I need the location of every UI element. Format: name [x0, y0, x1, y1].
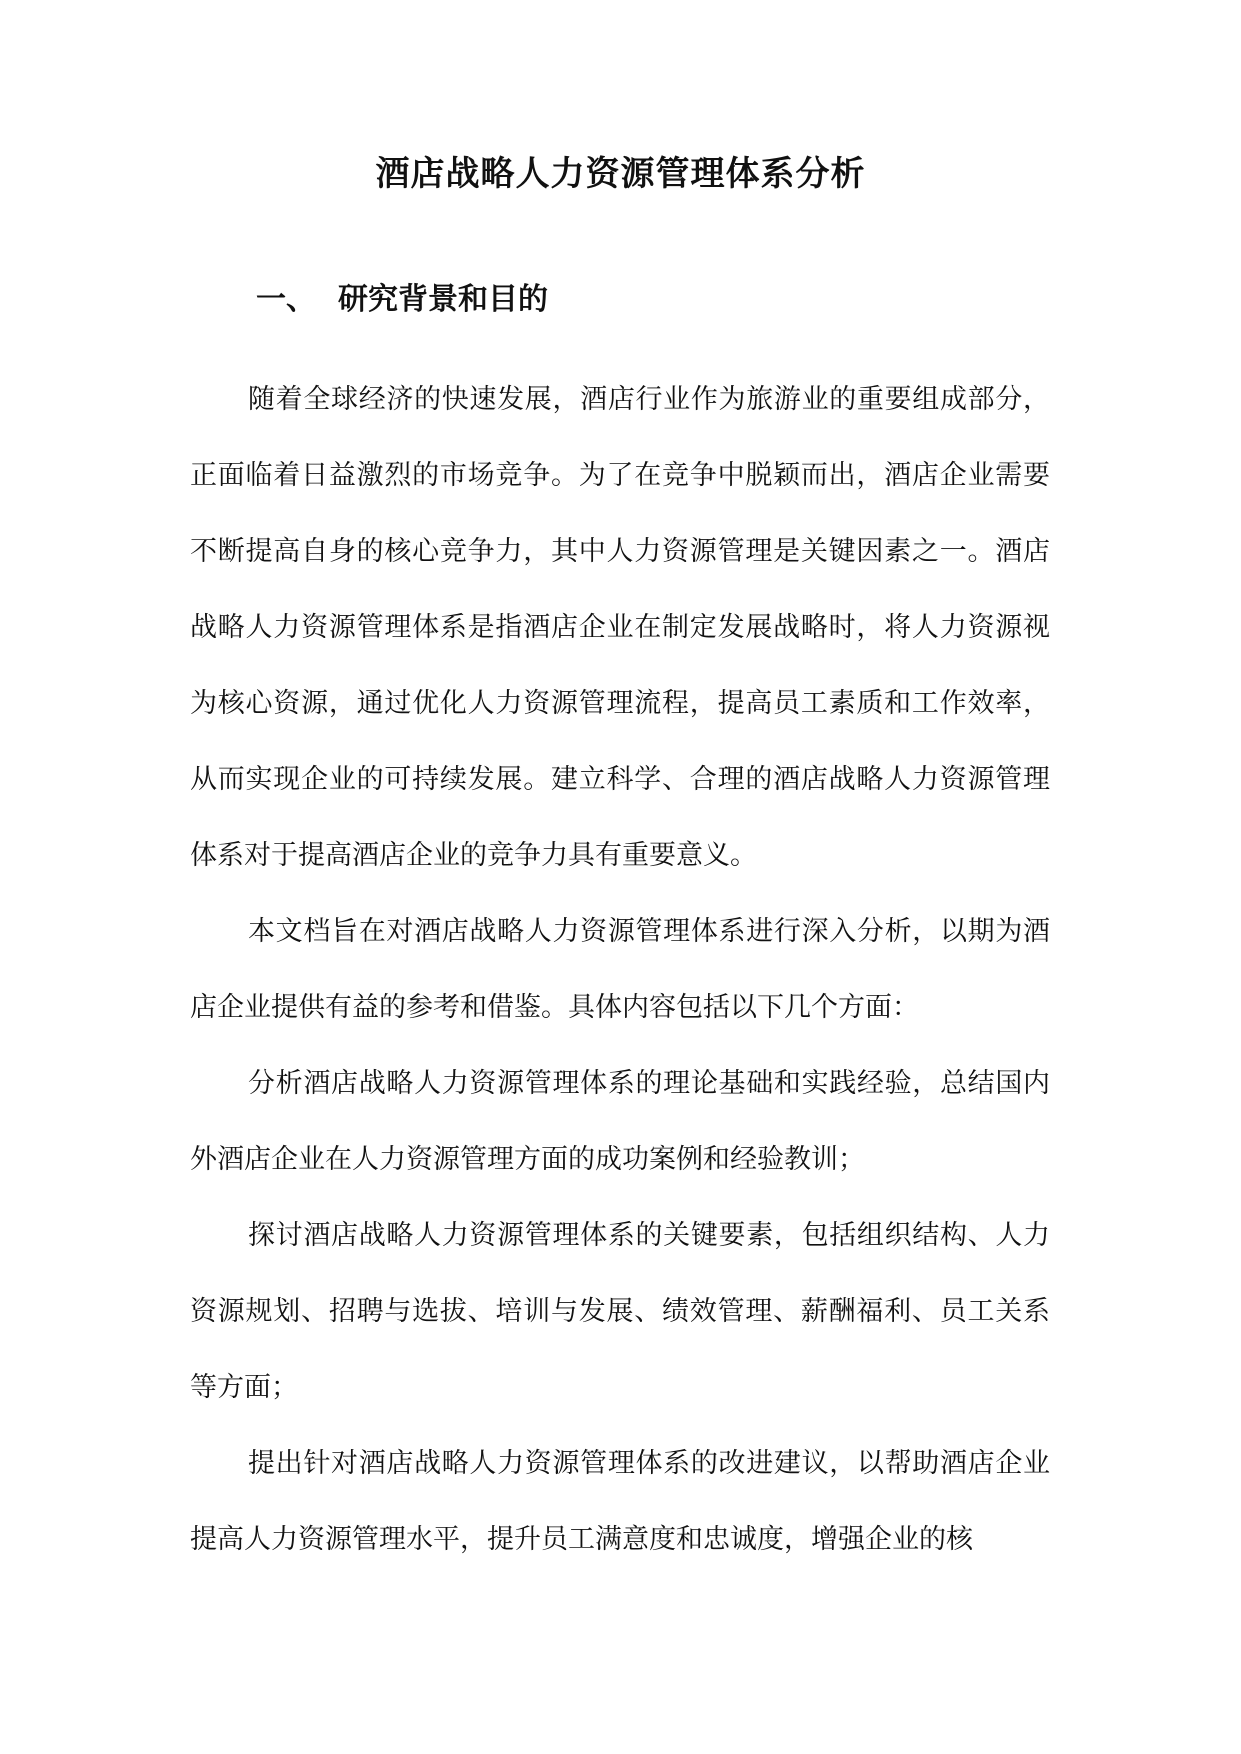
paragraph-suggestions: 提出针对酒店战略人力资源管理体系的改进建议，以帮助酒店企业提高人力资源管理水平，提升员工满意度和忠诚度，增强企业的核 — [190, 1448, 1050, 1555]
document-title: 酒店战略人力资源管理体系分析 — [375, 154, 866, 194]
body-text — [190, 362, 1050, 1578]
paragraph-background: 随着全球经济的快速发展，酒店行业作为旅游业的重要组成部分，正面临着日益激烈的市场竞争。为了在竞争中脱颖而出，酒店企业需要不断提高自身的核心竞争力，其中人力资源管理是关键因素之一。酒店战略人力资源管理体系是指酒店企业在制定发展战略时，将人力资源视为核心资源，通过优化人力资源管理流程，提高员工素质和工作效率，从而实现企业的可持续发展。建立科学、合理的酒店战略人力资源管理体系对于提高酒店企业的竞争力具有重要意义。 — [190, 384, 1050, 871]
section-heading — [256, 280, 548, 320]
paragraph-theory: 分析酒店战略人力资源管理体系的理论基础和实践经验，总结国内外酒店企业在人力资源管理方面的成功案例和经验教训； — [190, 1068, 1050, 1175]
section-title: 研究背景和目的 — [338, 282, 548, 317]
paragraph-purpose: 本文档旨在对酒店战略人力资源管理体系进行深入分析，以期为酒店企业提供有益的参考和借鉴。具体内容包括以下几个方面： — [190, 916, 1050, 1023]
section-number: 一、 — [256, 282, 316, 317]
paragraph-elements: 探讨酒店战略人力资源管理体系的关键要素，包括组织结构、人力资源规划、招聘与选拔、培训与发展、绩效管理、薪酬福利、员工关系等方面； — [190, 1220, 1050, 1403]
